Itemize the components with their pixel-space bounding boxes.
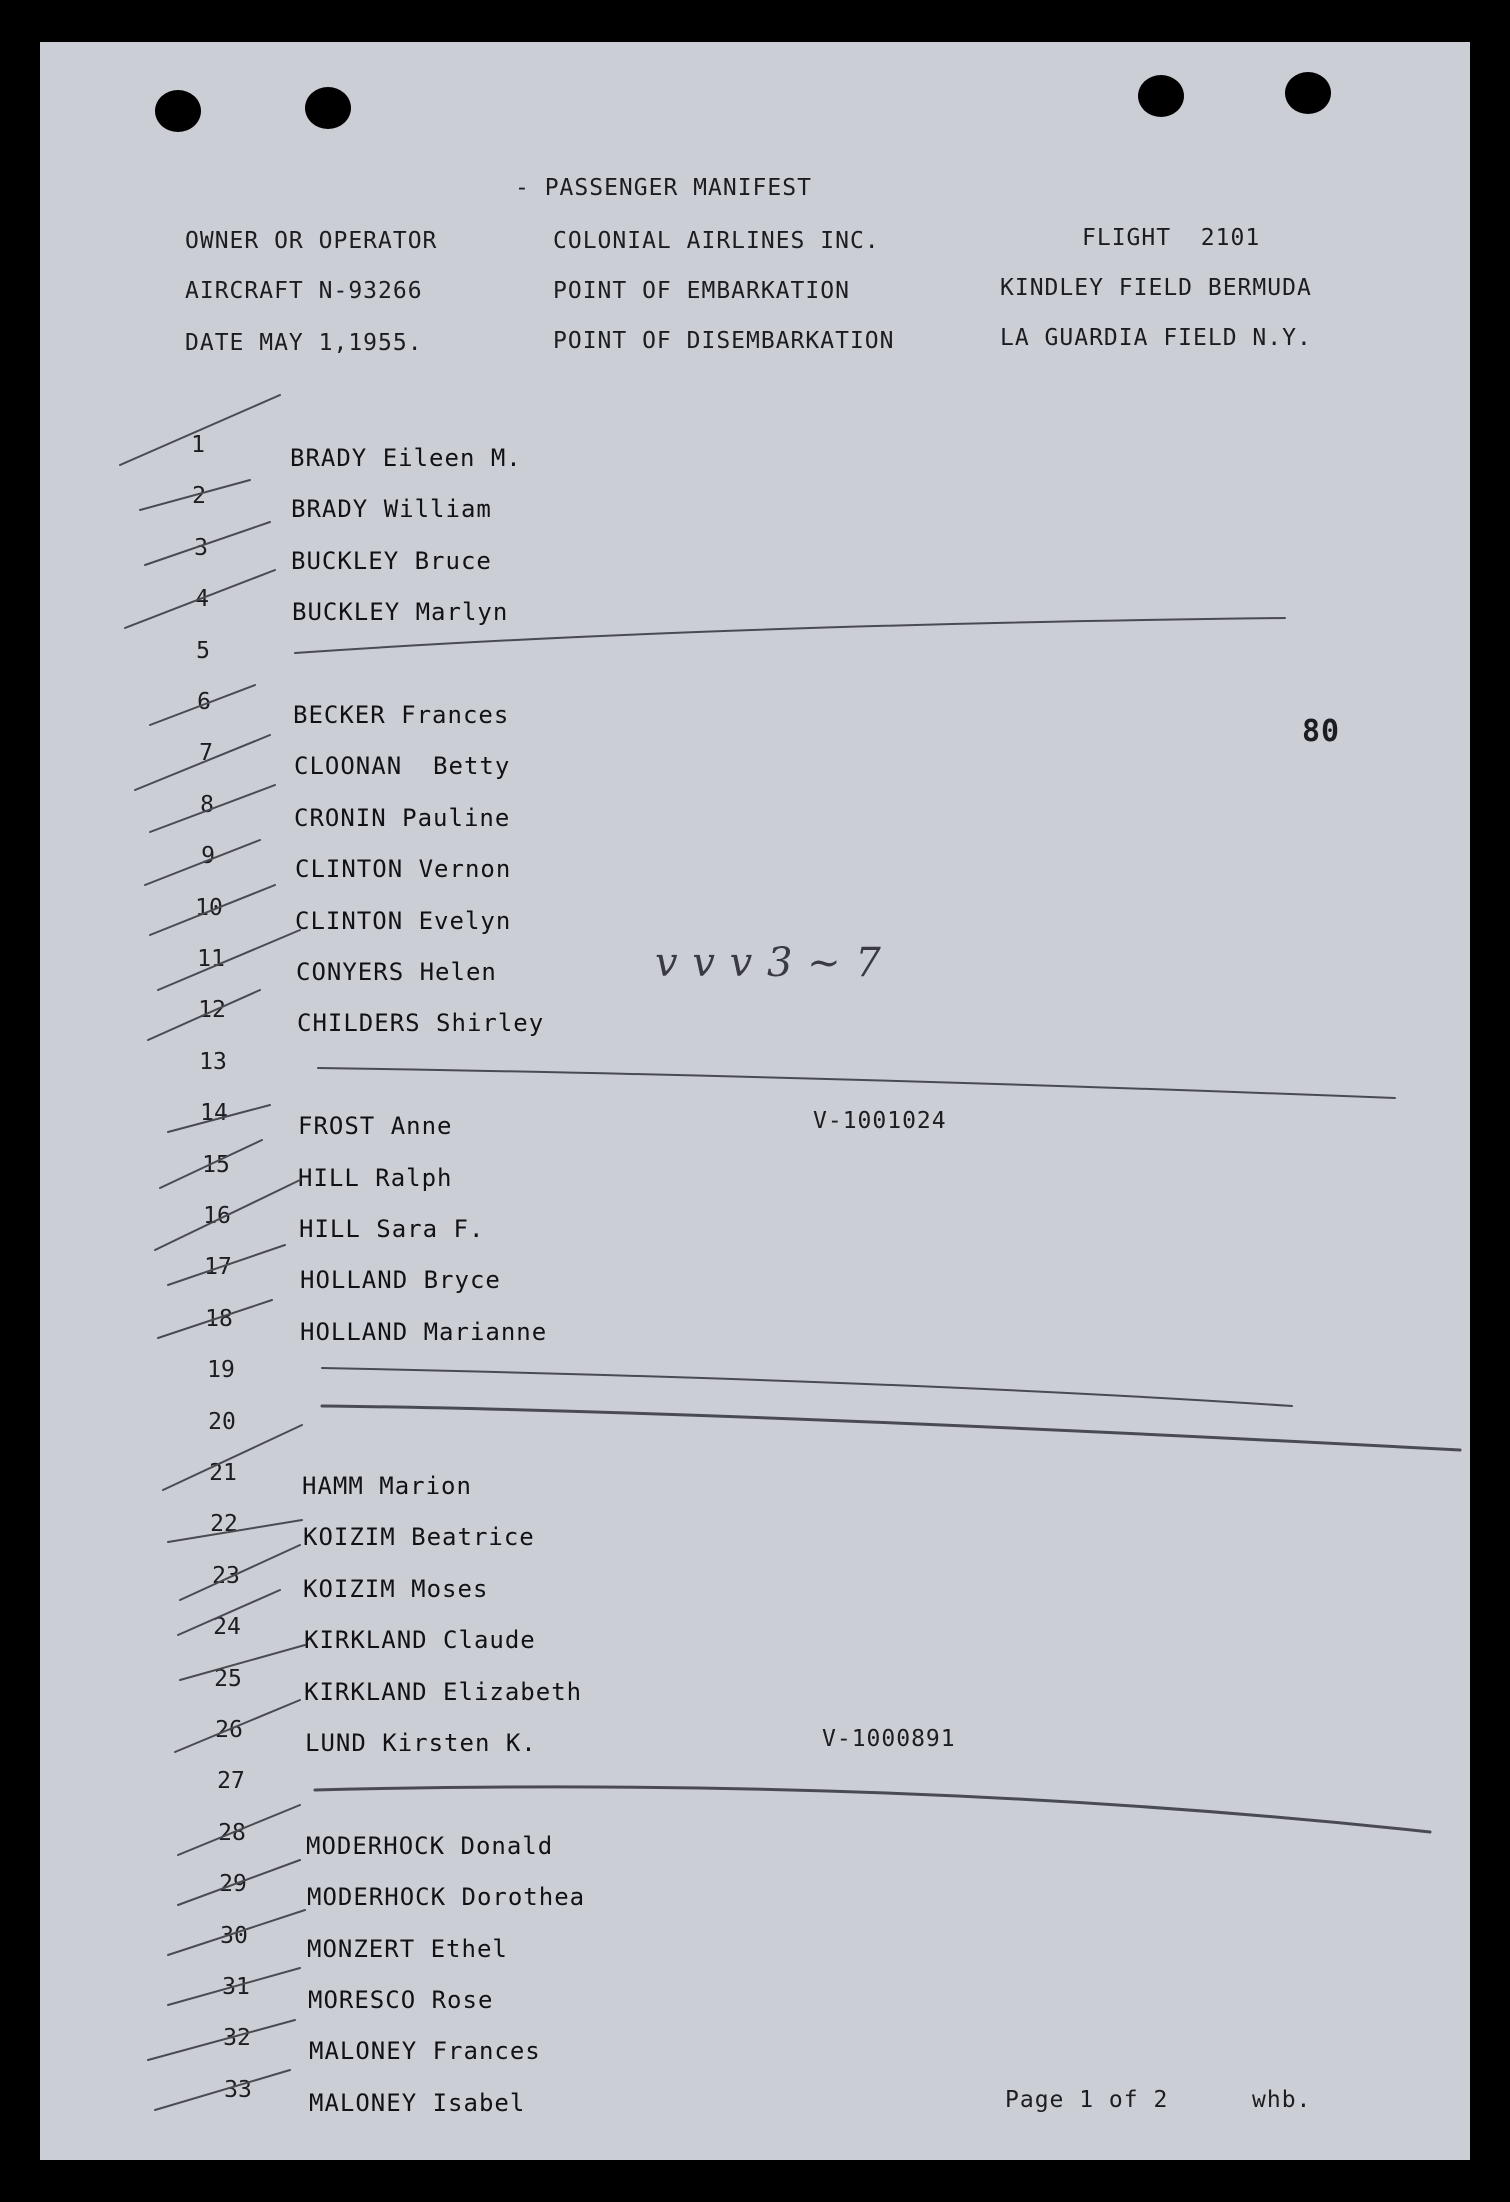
visa-number-1: V-1001024 [813, 1108, 947, 1134]
passenger-number: 22 [210, 1511, 238, 1537]
tick-29 [178, 1860, 300, 1905]
tick-7 [135, 735, 270, 790]
tick-2 [140, 480, 250, 510]
handwritten-note: v v v 3 ~ 7 [655, 940, 882, 986]
page-indicator: Page 1 of 2 [1005, 2087, 1169, 2113]
passenger-name: MODERHOCK Donald [306, 1832, 554, 1860]
passenger-name: HILL Sara F. [299, 1215, 485, 1243]
aircraft-id: AIRCRAFT N-93266 [185, 278, 423, 304]
passenger-number: 10 [195, 895, 223, 921]
passenger-name: CRONIN Pauline [294, 804, 511, 832]
visa-number-2: V-1000891 [822, 1726, 956, 1752]
passenger-name: KIRKLAND Claude [304, 1626, 536, 1654]
passenger-name: CLINTON Vernon [295, 855, 512, 883]
tick-25 [180, 1645, 305, 1680]
tick-1 [120, 395, 280, 465]
typist-initials: whb. [1252, 2087, 1312, 2113]
passenger-number: 9 [201, 843, 215, 869]
tick-10 [150, 885, 275, 935]
passenger-name: MORESCO Rose [308, 1986, 494, 2014]
passenger-number: 21 [209, 1460, 237, 1486]
passenger-number: 29 [219, 1871, 247, 1897]
tick-15 [160, 1140, 262, 1188]
passenger-name: CHILDERS Shirley [297, 1009, 545, 1037]
passenger-number: 27 [217, 1768, 245, 1794]
passenger-name: MONZERT Ethel [307, 1935, 508, 1963]
passenger-number: 11 [197, 946, 225, 972]
passenger-name: BUCKLEY Marlyn [292, 598, 509, 626]
passenger-number: 25 [214, 1666, 242, 1692]
passenger-number: 6 [197, 689, 211, 715]
passenger-name: MODERHOCK Dorothea [307, 1883, 586, 1911]
passenger-name: KOIZIM Beatrice [303, 1523, 535, 1551]
tick-8 [150, 785, 275, 832]
tick-18 [158, 1300, 272, 1338]
passenger-number: 3 [194, 535, 208, 561]
tick-3 [145, 522, 270, 565]
passenger-name: CLOONAN Betty [294, 752, 511, 780]
passenger-name: FROST Anne [298, 1112, 453, 1140]
passenger-number: 2 [192, 483, 206, 509]
embarkation-value: KINDLEY FIELD BERMUDA [1000, 275, 1312, 301]
tick-32 [148, 2020, 295, 2060]
passenger-number: 5 [196, 638, 210, 664]
divider-line-3 [322, 1368, 1292, 1406]
passenger-number: 18 [205, 1306, 233, 1332]
tick-24 [178, 1590, 280, 1635]
passenger-number: 28 [218, 1820, 246, 1846]
passenger-number: 4 [195, 586, 209, 612]
margin-note: 80 [1302, 714, 1341, 749]
passenger-number: 7 [199, 740, 213, 766]
passenger-name: KOIZIM Moses [303, 1575, 489, 1603]
passenger-name: CONYERS Helen [296, 958, 497, 986]
disembarkation-label: POINT OF DISEMBARKATION [553, 328, 895, 354]
divider-line-1 [295, 618, 1285, 653]
tick-11 [158, 930, 300, 990]
passenger-number: 12 [198, 997, 226, 1023]
passenger-name: CLINTON Evelyn [295, 907, 512, 935]
passenger-number: 32 [223, 2025, 251, 2051]
passenger-name: HAMM Marion [302, 1472, 472, 1500]
tick-23 [180, 1545, 300, 1600]
tick-17 [168, 1245, 285, 1285]
passenger-number: 8 [200, 792, 214, 818]
passenger-number: 33 [224, 2077, 252, 2103]
passenger-name: MALONEY Frances [309, 2037, 541, 2065]
tick-30 [168, 1910, 305, 1955]
divider-line-4 [322, 1406, 1460, 1450]
manifest-title: - PASSENGER MANIFEST [515, 175, 812, 201]
tick-28 [178, 1805, 300, 1855]
passenger-number: 17 [204, 1254, 232, 1280]
passenger-name: LUND Kirsten K. [305, 1729, 537, 1757]
passenger-number: 24 [213, 1614, 241, 1640]
tick-4 [125, 570, 275, 628]
tick-12 [148, 990, 260, 1040]
passenger-number: 13 [199, 1049, 227, 1075]
disembarkation-value: LA GUARDIA FIELD N.Y. [1000, 325, 1312, 351]
divider-line-2 [318, 1068, 1395, 1098]
tick-6 [150, 685, 255, 725]
passenger-number: 1 [191, 432, 205, 458]
tick-9 [145, 840, 260, 885]
passenger-number: 16 [203, 1203, 231, 1229]
tick-33 [155, 2070, 290, 2110]
tick-16 [155, 1180, 300, 1250]
passenger-name: HOLLAND Marianne [300, 1318, 548, 1346]
passenger-number: 14 [200, 1100, 228, 1126]
passenger-name: MALONEY Isabel [309, 2089, 526, 2117]
divider-line-5 [315, 1787, 1430, 1832]
passenger-name: BECKER Frances [293, 701, 510, 729]
passenger-name: HILL Ralph [298, 1164, 453, 1192]
manifest-date: DATE MAY 1,1955. [185, 330, 423, 356]
passenger-number: 23 [212, 1563, 240, 1589]
owner-value: COLONIAL AIRLINES INC. [553, 228, 880, 254]
passenger-name: KIRKLAND Elizabeth [304, 1678, 583, 1706]
tick-31 [168, 1968, 300, 2005]
tick-22 [168, 1520, 302, 1542]
passenger-name: BUCKLEY Bruce [291, 547, 492, 575]
passenger-number: 26 [215, 1717, 243, 1743]
passenger-number: 20 [208, 1409, 236, 1435]
flight-number: FLIGHT 2101 [1082, 225, 1261, 251]
tick-21 [163, 1425, 302, 1490]
tick-26 [175, 1700, 300, 1752]
passenger-name: HOLLAND Bryce [300, 1266, 501, 1294]
passenger-number: 30 [220, 1923, 248, 1949]
passenger-name: BRADY Eileen M. [290, 444, 522, 472]
passenger-number: 15 [202, 1152, 230, 1178]
passenger-number: 19 [207, 1357, 235, 1383]
passenger-name: BRADY William [291, 495, 492, 523]
passenger-number: 31 [222, 1974, 250, 2000]
tick-14 [168, 1105, 270, 1132]
embarkation-label: POINT OF EMBARKATION [553, 278, 850, 304]
owner-label: OWNER OR OPERATOR [185, 228, 438, 254]
